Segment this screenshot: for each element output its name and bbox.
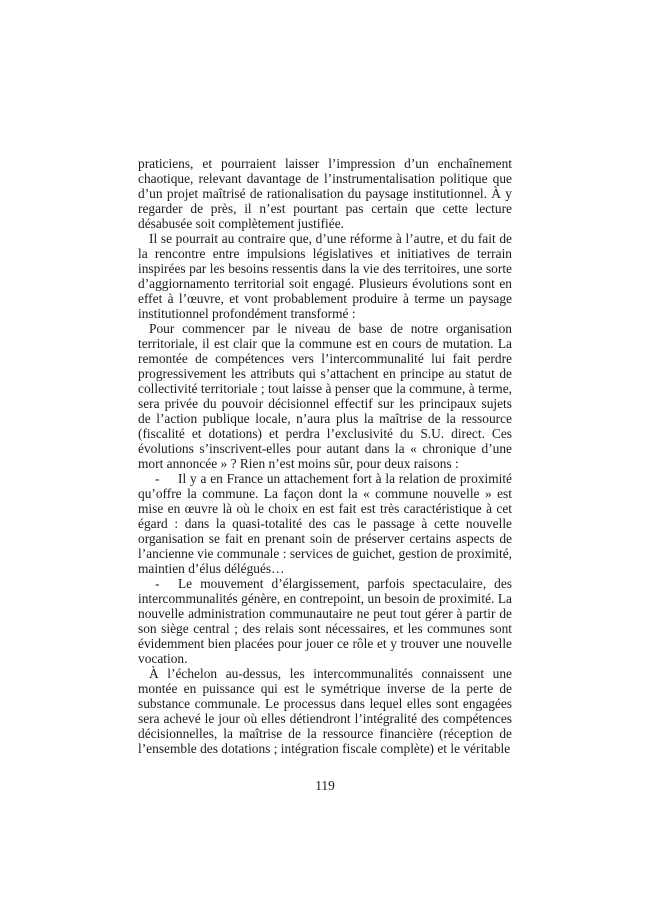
paragraph-aggiornamento: Il se pourrait au contraire que, d’une réforme à l’autre, et du fait de la rencontre entre impulsions législatives et initiatives de terrain inspirées par les besoins ressentis dans la vie des territoires, une sorte d’aggiornamento territorial soit engagé. Plusieurs évolutions sont en effet à l’œuvre, et vont probablement produire à terme un paysage institutionnel profondément transformé :: [138, 231, 512, 321]
body-text: [138, 156, 512, 756]
paragraph-commune: Pour commencer par le niveau de base de notre organisation territoriale, il est clair que la commune est en cours de mutation. La remontée de compétences vers l’intercommunalité lui fait perdre progressivement les attributs qui s’attachent en principe au statut de collectivité territoriale ; tout laisse à penser que la commune, à terme, sera privée du pouvoir décisionnel effectif sur les principaux sujets de l’action publique locale, n’aura plus la maîtrise de la ressource (fiscalité et dotations) et perdra l’exclusivité du S.U. direct. Ces évolutions s’inscrivent-elles pour autant dans la « chronique d’une mort annoncée » ? Rien n’est moins sûr, pour deux raisons :: [138, 321, 512, 471]
list-item-text: Le mouvement d’élargissement, parfois spectaculaire, des intercommunalités génère, en contrepoint, un besoin de proximité. La nouvelle administration communautaire ne peut tout gérer à partir de son siège central ; des relais sont nécessaires, et les communes sont évidemment bien placées pour jouer ce rôle et y trouver une nouvelle vocation.: [138, 576, 512, 666]
paragraph-intercommunalites: À l’échelon au-dessus, les intercommunalités connaissent une montée en puissance qui est le symétrique inverse de la perte de substance communale. Le processus dans lequel elles sont engagées sera achevé le jour où elles détiendront l’intégralité des compétences décisionnelles, la maîtrise de la ressource financière (réception de l’ensemble des dotations ; intégration fiscale complète) et le véritable: [138, 666, 512, 756]
list-item-text: Il y a en France un attachement fort à la relation de proximité qu’offre la commune. La façon dont la « commune nouvelle » est mise en œuvre là où le choix en est fait est très caractéristique à cet égard : dans la quasi-totalité des cas le passage à cette nouvelle organisation se fait en prenant soin de préserver certains aspects de l’ancienne vie communale : services de guichet, gestion de proximité, maintien d’élus délégués…: [138, 471, 512, 576]
paragraph-continuation: praticiens, et pourraient laisser l’impression d’un enchaînement chaotique, relevant davantage de l’instrumentalisation politique que d’un projet maîtrisé de rationalisation du paysage institutionnel. À y regarder de près, il n’est pourtant pas certain que cette lecture désabusée soit complètement justifiée.: [138, 156, 512, 231]
list-bullet: -: [155, 576, 160, 591]
list-item-elargissement: [138, 576, 512, 666]
page-number: 119: [315, 778, 335, 793]
list-item-proximite: [138, 471, 512, 576]
list-bullet: -: [155, 471, 160, 486]
